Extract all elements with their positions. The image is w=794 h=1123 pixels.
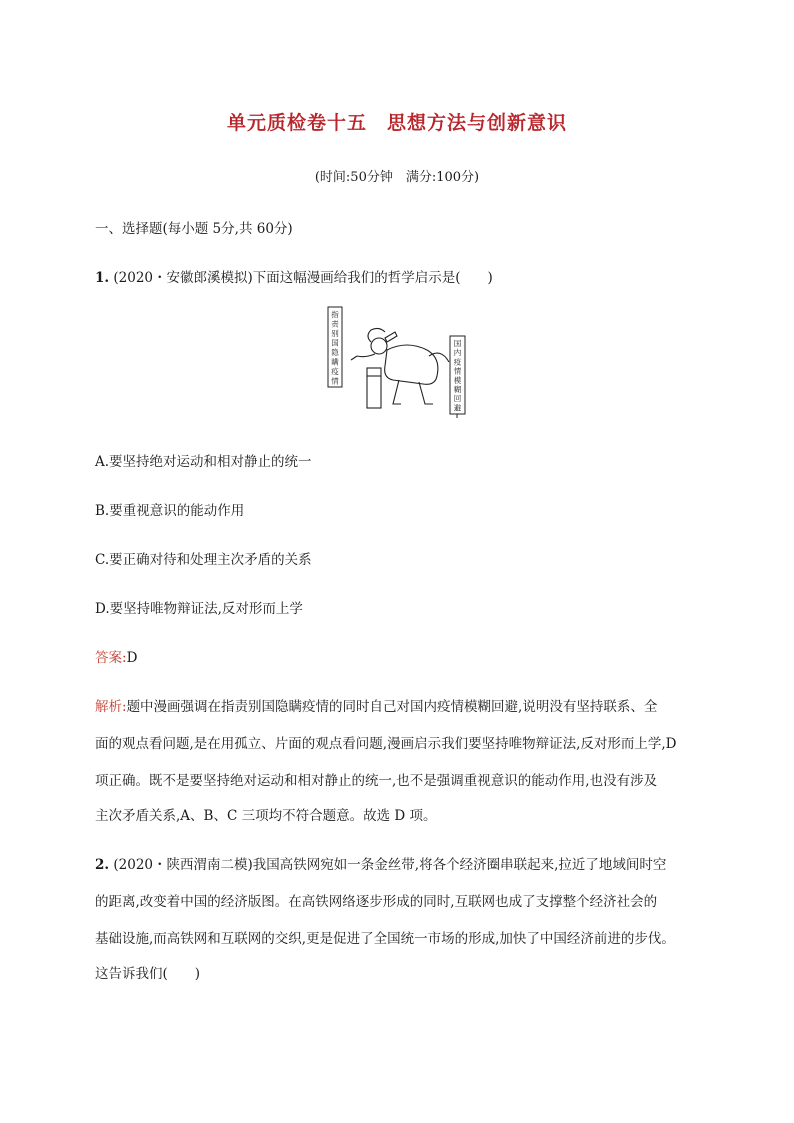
sign-character: 隐: [331, 348, 339, 357]
sign-character: 国: [453, 339, 462, 348]
sign-character: 指: [331, 310, 339, 319]
sign-character: 责: [331, 319, 339, 329]
question-1-number: 1.: [95, 270, 110, 286]
analysis-text-1: 题中漫画强调在指责别国隐瞒疫情的同时自己对国内疫情模糊回避,说明没有坚持联系、全: [126, 699, 658, 715]
analysis-line-1: [95, 695, 657, 715]
exam-meta: (时间:50分钟 满分:100分): [314, 170, 480, 185]
question-2-number: 2.: [95, 857, 110, 873]
sign-character: 疫: [331, 367, 339, 376]
sign-character: 回: [453, 394, 462, 404]
cartoon-figure: [351, 328, 449, 408]
sign-character: 疫: [453, 357, 462, 367]
sign-character: 情: [331, 376, 339, 386]
option-b[interactable]: B.要重视意识的能动作用: [95, 503, 245, 519]
right-sign-text: [454, 339, 462, 412]
analysis-line-4: 主次矛盾关系,A、B、C 三项均不符合题意。故选 D 项。: [95, 808, 437, 824]
sign-character: 瞒: [331, 357, 339, 367]
option-a[interactable]: A.要坚持绝对运动和相对静止的统一: [95, 454, 312, 470]
question-2-line-3: 基础设施,而高铁网和互联网的交织,更是促进了全国统一市场的形成,加快了中国经济前进的步伐。: [95, 931, 675, 947]
sign-character: 情: [453, 366, 462, 376]
question-1-answer: [95, 646, 137, 666]
analysis-line-3: 项正确。既不是要坚持绝对运动和相对静止的统一,也不是强调重视意识的能动作用,也没有涉及: [95, 773, 658, 789]
answer-value: D: [126, 650, 138, 666]
sign-character: 别: [331, 329, 339, 338]
question-1-cartoon: [327, 306, 473, 420]
sign-character: 国: [331, 338, 339, 348]
question-2-line-1: [95, 853, 666, 873]
option-c[interactable]: C.要正确对待和处理主次矛盾的关系: [95, 552, 312, 568]
analysis-line-2: 面的观点看问题,是在用孤立、片面的观点看问题,漫画启示我们要坚持唯物辩证法,反对形而上学,D: [95, 736, 677, 752]
sign-character: 模: [453, 375, 462, 385]
question-2-line-2: 的距离,改变着中国的经济版图。在高铁网络逐步形成的同时,互联网也成了支撑整个经济社会的: [95, 894, 658, 910]
analysis-label: 解析:: [95, 699, 127, 715]
answer-label: 答案:: [95, 650, 127, 666]
sign-character: 避: [453, 403, 462, 413]
question-1-text: (2020・安徽郎溪模拟)下面这幅漫画给我们的哲学启示是( ): [109, 270, 493, 286]
page-title: 单元质检卷十五 思想方法与创新意识: [226, 112, 567, 134]
question-2-line-4: 这告诉我们( ): [95, 966, 201, 982]
sign-character: 内: [453, 348, 462, 358]
option-d[interactable]: D.要坚持唯物辩证法,反对形而上学: [95, 601, 303, 617]
sign-character: 糊: [453, 385, 462, 394]
question-1-stem: [95, 266, 493, 286]
question-2-text-1: (2020・陕西渭南二模)我国高铁网宛如一条金丝带,将各个经济圈串联起来,拉近了地域间时空: [109, 857, 667, 873]
section-heading: 一、选择题(每小题 5分,共 60分): [95, 221, 293, 237]
left-sign-text: [331, 309, 339, 386]
